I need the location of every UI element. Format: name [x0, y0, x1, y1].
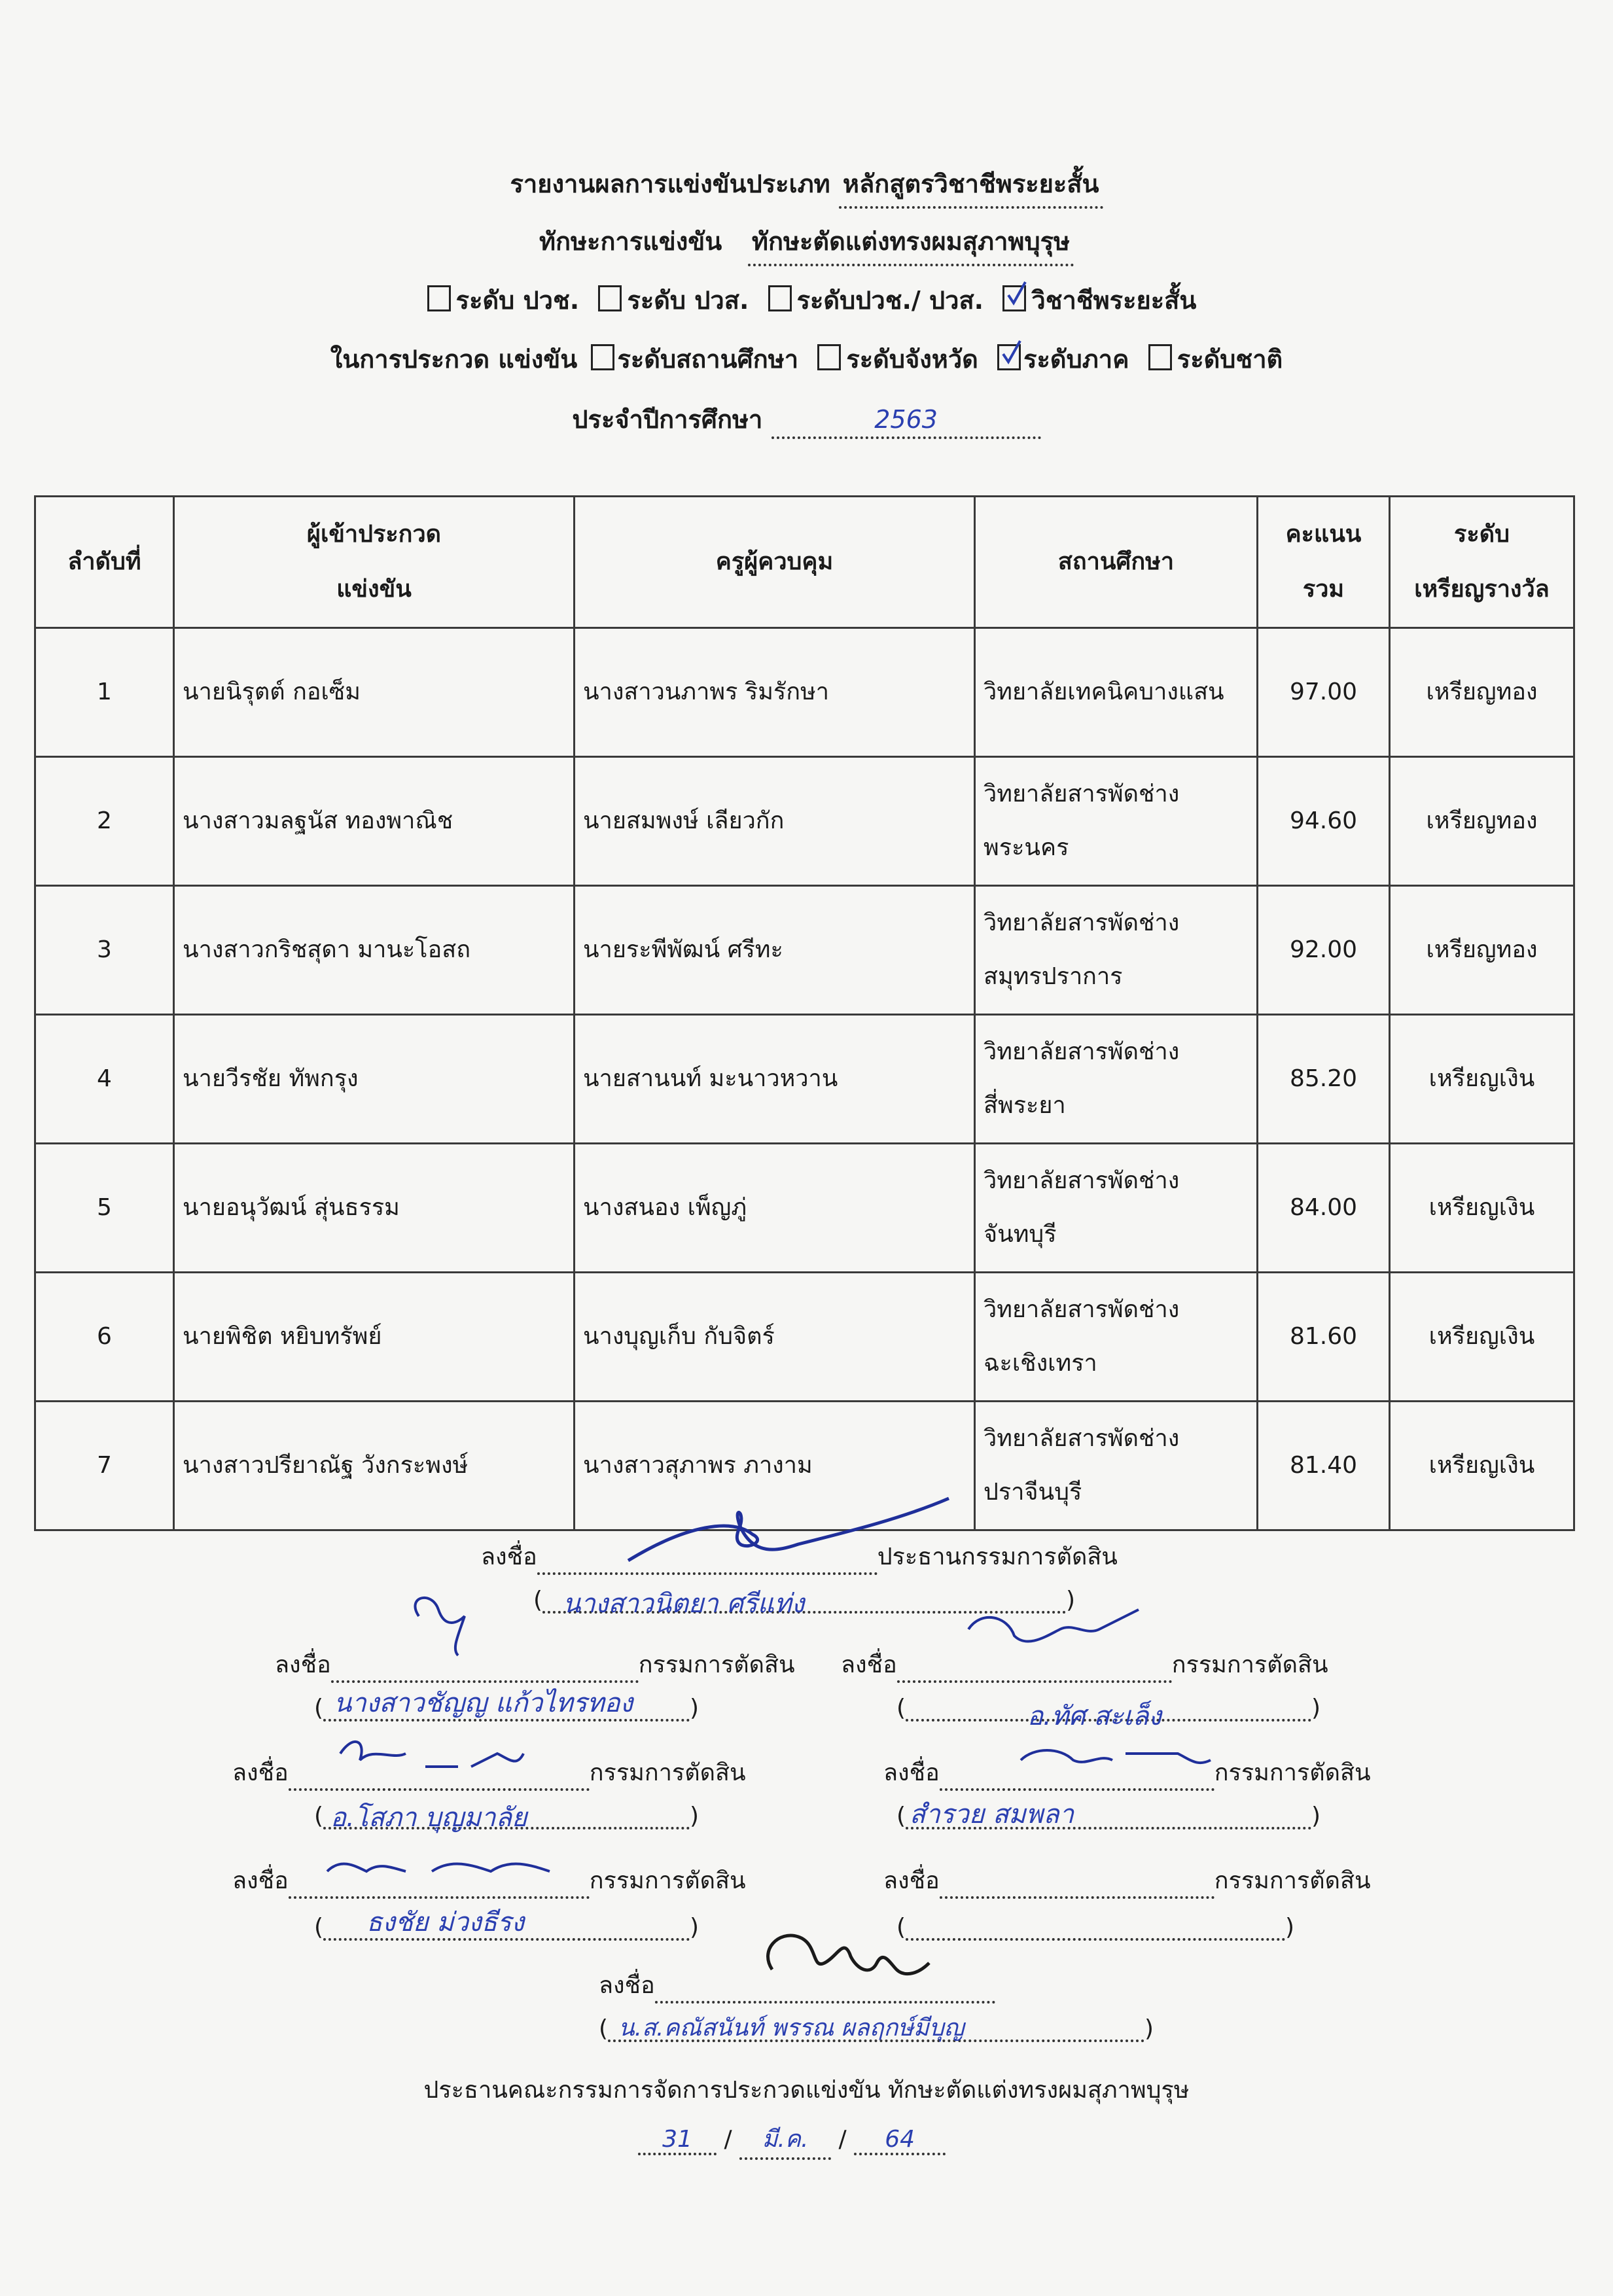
level-checkbox-2: [598, 285, 622, 311]
year-line: [0, 399, 1613, 439]
skill-line: [0, 221, 1613, 266]
cell-contestant: นายอนุวัฒน์ สุ่นธรรม: [174, 1144, 575, 1273]
header-contestant: ผู้เข้าประกวด แข่งขัน: [174, 497, 575, 628]
year-label: ประจำปีการศึกษา: [572, 405, 763, 434]
judge-sign-line-5: ลงชื่อ กรรมการตัดสิน: [232, 1862, 746, 1899]
cell-no: 2: [35, 757, 174, 886]
judge-name-handwritten-4: สำรวย สมพลา: [910, 1799, 1074, 1829]
judge-signature-icon: [968, 1610, 1139, 1642]
chair-sign-line: [481, 1538, 1118, 1575]
committee-name-handwritten: น.ส.คณัสนันท์ พรรณ ผลฤกษ์มีบุญ: [618, 2015, 965, 2041]
level-checkbox-1: [427, 285, 451, 311]
contest-checkbox-2: [817, 344, 841, 370]
header-teacher: ครูผู้ควบคุม: [575, 497, 975, 628]
level-line: [0, 280, 1613, 320]
cell-no: 7: [35, 1402, 174, 1530]
cell-teacher: นายสานนท์ มะนาวหวาน: [575, 1015, 975, 1144]
date-month: มี.ค.: [739, 2120, 831, 2160]
committee-sign-line: ลงชื่อ: [599, 1966, 995, 2004]
level-checkbox-4-checked: [1002, 285, 1026, 311]
header-no: ลำดับที่: [35, 497, 174, 628]
cell-medal: เหรียญเงิน: [1390, 1015, 1574, 1144]
checkmark-icon: [1001, 340, 1021, 366]
chair-name-handwritten: นางสาวนิตยา ศรีแท่ง: [563, 1589, 805, 1619]
contest-label: ในการประกวด แข่งขัน: [330, 345, 578, 374]
sign-label: ลงชื่อ: [481, 1544, 537, 1570]
cell-no: 4: [35, 1015, 174, 1144]
judge-name-handwritten-3: อ.โสภา บุญมาลัย: [330, 1803, 527, 1833]
cell-score: 97.00: [1258, 628, 1390, 757]
year-value: [771, 405, 1041, 439]
report-type-label: รายงานผลการแข่งขันประเภท: [510, 169, 830, 198]
cell-teacher: นางบุญเก็บ กับจิตร์: [575, 1273, 975, 1402]
cell-school: วิทยาลัยสารพัดช่าง ฉะเชิงเทรา: [975, 1273, 1258, 1402]
judge-name-line-3: ( ): [314, 1803, 700, 1829]
table-row: [35, 1273, 1574, 1402]
cell-school: วิทยาลัยสารพัดช่าง จันทบุรี: [975, 1144, 1258, 1273]
cell-score: 84.00: [1258, 1144, 1390, 1273]
results-table: [34, 495, 1575, 1531]
date-separator-1: /: [724, 2126, 732, 2153]
cell-score: 81.60: [1258, 1273, 1390, 1402]
cell-medal: เหรียญเงิน: [1390, 1402, 1574, 1530]
contest-level-label-3: ระดับภาค: [1023, 345, 1129, 374]
contest-checkbox-4: [1148, 344, 1172, 370]
cell-contestant: นายนิรุตต์ กอเซ็ม: [174, 628, 575, 757]
cell-contestant: นายพิชิต หยิบทรัพย์: [174, 1273, 575, 1402]
report-type-value: หลักสูตรวิชาชีพระยะสั้น: [839, 164, 1103, 209]
year-handwritten: 2563: [874, 405, 938, 434]
cell-medal: เหรียญเงิน: [1390, 1144, 1574, 1273]
cell-school: วิทยาลัยเทคนิคบางแสน: [975, 628, 1258, 757]
judge-name-line-1: ( ): [314, 1695, 700, 1722]
cell-medal: เหรียญทอง: [1390, 886, 1574, 1015]
cell-score: 92.00: [1258, 886, 1390, 1015]
contest-checkbox-3-checked: [997, 344, 1021, 370]
cell-no: 1: [35, 628, 174, 757]
chair-role: ประธานกรรมการตัดสิน: [877, 1544, 1118, 1570]
table-row: [35, 757, 1574, 886]
contest-level-label-2: ระดับจังหวัด: [846, 345, 978, 374]
judge-sign-line-2: ลงชื่อ กรรมการตัดสิน: [841, 1646, 1328, 1683]
cell-no: 3: [35, 886, 174, 1015]
header-medal: ระดับ เหรียญรางวัล: [1390, 497, 1574, 628]
contest-level-line: [0, 339, 1613, 379]
level-checkbox-3: [768, 285, 792, 311]
cell-contestant: นางสาวกริชสุดา มานะโอสถ: [174, 886, 575, 1015]
cell-teacher: นางสนอง เพ็ญภู่: [575, 1144, 975, 1273]
judge-sign-line-4: ลงชื่อ กรรมการตัดสิน: [883, 1754, 1371, 1791]
table-header-row: [35, 497, 1574, 628]
judge-sign-line-3: ลงชื่อ กรรมการตัดสิน: [232, 1754, 746, 1791]
cell-no: 5: [35, 1144, 174, 1273]
cell-medal: เหรียญเงิน: [1390, 1273, 1574, 1402]
table-row: [35, 1402, 1574, 1530]
table-row: [35, 1015, 1574, 1144]
date-line: [638, 2120, 946, 2160]
judge-sign-line-1: ลงชื่อ กรรมการตัดสิน: [275, 1646, 795, 1683]
table-row: [35, 886, 1574, 1015]
judge-name-line-5: ( ): [314, 1914, 700, 1941]
skill-label: ทักษะการแข่งขัน: [539, 227, 722, 256]
table-row: [35, 1144, 1574, 1273]
judge-name-line-6: ( ): [896, 1914, 1295, 1941]
date-separator-2: /: [838, 2126, 847, 2153]
cell-teacher: นางสาวนภาพร ริมรักษา: [575, 628, 975, 757]
checkmark-icon: [1006, 281, 1027, 307]
committee-role: ประธานคณะกรรมการจัดการประกวดแข่งขัน ทักษะตัดแต่งทรงผมสุภาพบุรุษ: [423, 2077, 1190, 2104]
chair-name-line: ( ): [533, 1587, 1076, 1614]
cell-contestant: นายวีรชัย ทัพกรุง: [174, 1015, 575, 1144]
cell-medal: เหรียญทอง: [1390, 628, 1574, 757]
judge-name-line-4: ( ): [896, 1803, 1321, 1829]
cell-teacher: นายสมพงษ์ เลียวกัก: [575, 757, 975, 886]
cell-score: 94.60: [1258, 757, 1390, 886]
judge-name-handwritten-1: นางสาวชัญญ แก้วไทรทอง: [334, 1688, 633, 1718]
level-label-4: วิชาชีพระยะสั้น: [1031, 286, 1197, 315]
cell-teacher: นางสาวสุภาพร ภางาม: [575, 1402, 975, 1530]
header-school: สถานศึกษา: [975, 497, 1258, 628]
cell-school: วิทยาลัยสารพัดช่าง พระนคร: [975, 757, 1258, 886]
cell-contestant: นางสาวมลฐนัส ทองพาณิช: [174, 757, 575, 886]
cell-medal: เหรียญทอง: [1390, 757, 1574, 886]
level-label-1: ระดับ ปวช.: [455, 286, 580, 315]
cell-score: 81.40: [1258, 1402, 1390, 1530]
date-year: 64: [854, 2126, 946, 2155]
contest-level-label-4: ระดับชาติ: [1177, 345, 1283, 374]
cell-school: วิทยาลัยสารพัดช่าง ปราจีนบุรี: [975, 1402, 1258, 1530]
level-label-2: ระดับ ปวส.: [627, 286, 749, 315]
level-label-3: ระดับปวช./ ปวส.: [796, 286, 984, 315]
judge-sign-line-6: ลงชื่อ กรรมการตัดสิน: [883, 1862, 1371, 1899]
cell-teacher: นายระพีพัฒน์ ศรีทะ: [575, 886, 975, 1015]
cell-no: 6: [35, 1273, 174, 1402]
judge-name-line-2: ( ): [896, 1695, 1321, 1722]
contest-checkbox-1: [591, 344, 614, 370]
cell-score: 85.20: [1258, 1015, 1390, 1144]
judge-name-handwritten-5: ธงชัย ม่วงธีรง: [366, 1907, 525, 1937]
skill-value: ทักษะตัดแต่งทรงผมสุภาพบุรุษ: [748, 221, 1074, 266]
contest-level-label-1: ระดับสถานศึกษา: [617, 345, 799, 374]
date-day: 31: [638, 2126, 717, 2155]
header-score: คะแนน รวม: [1258, 497, 1390, 628]
cell-school: วิทยาลัยสารพัดช่าง สี่พระยา: [975, 1015, 1258, 1144]
cell-contestant: นางสาวปรียาณัฐ วังกระพงษ์: [174, 1402, 575, 1530]
report-type-line: [0, 164, 1613, 209]
table-row: [35, 628, 1574, 757]
cell-school: วิทยาลัยสารพัดช่าง สมุทรปราการ: [975, 886, 1258, 1015]
judge-name-handwritten-2: อ.ทัศ สะเล็ง: [1027, 1701, 1161, 1731]
committee-name-line: ( ): [599, 2015, 1154, 2042]
